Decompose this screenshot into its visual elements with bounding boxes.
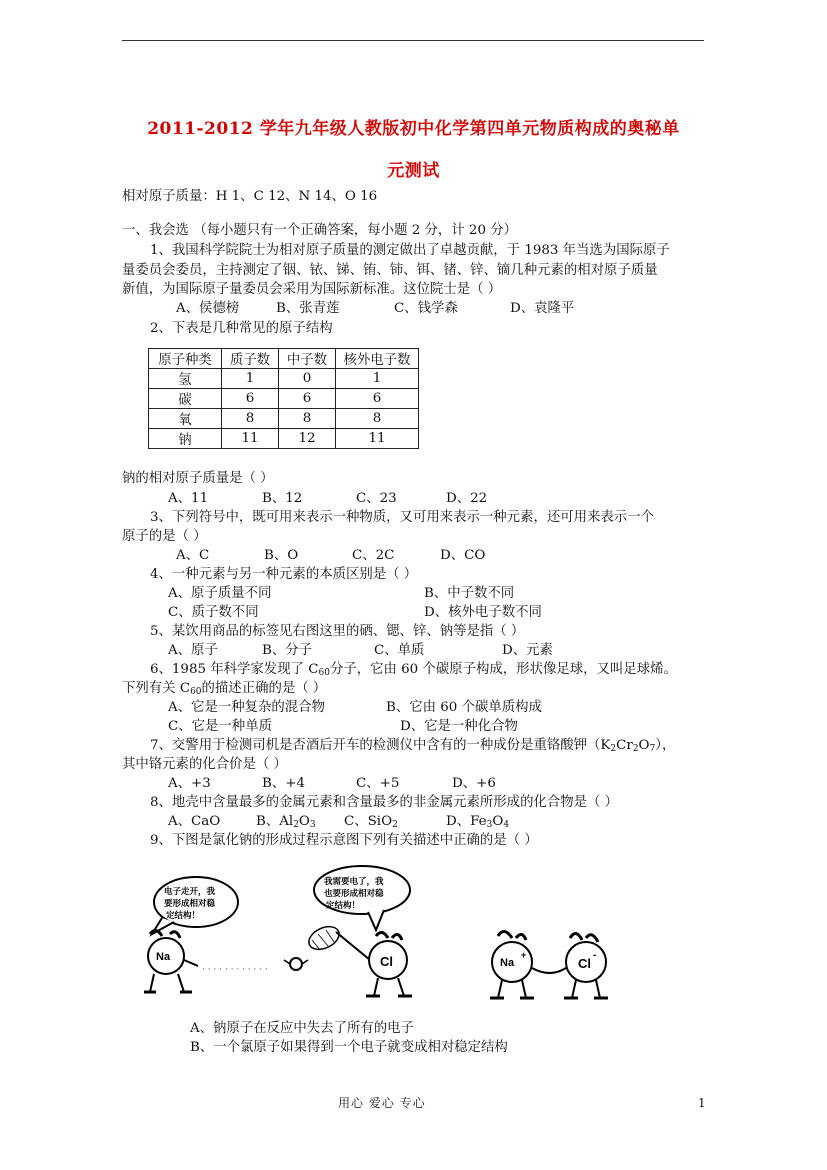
atom-structure-table	[148, 348, 419, 449]
butterfly-net	[305, 922, 370, 960]
electron-trail	[202, 965, 268, 975]
table-cell: 6	[222, 389, 279, 409]
q2-option-a: A、11	[168, 491, 209, 506]
q7-option-a: A、+3	[168, 776, 211, 791]
q8-option-d: D、$Fe_3O_4$	[446, 814, 510, 830]
table-header: 核外电子数	[336, 349, 419, 369]
q1-line-1: 1、我国科学院院士为相对原子质量的测定做出了卓越贡献，于 1983 年当选为国际原子	[150, 243, 670, 258]
q2-option-b: B、12	[262, 491, 303, 506]
q7-option-d: D、+6	[452, 776, 496, 791]
q5-option-d: D、元素	[502, 643, 553, 658]
table-cell: 钠	[149, 429, 222, 449]
right-speech-bubble	[314, 866, 410, 930]
right-bubble-line: 我需要电了，我	[324, 877, 384, 887]
q3-line-1: 3、下列符号中，既可用来表示一种物质，又可用来表示一种元素，还可用来表示一个	[150, 510, 654, 525]
q2-stem: 2、下表是几种常见的原子结构	[150, 321, 333, 336]
q3-line-2: 原子的是（ ）	[122, 529, 207, 544]
table-row	[149, 369, 419, 389]
table-row	[149, 409, 419, 429]
q2-after: 钠的相对原子质量是（ ）	[122, 471, 274, 486]
table-header: 中子数	[279, 349, 336, 369]
page-number: 1	[698, 1096, 706, 1110]
section-heading: 一、我会选 （每小题只有一个正确答案，每小题 2 分，计 20 分）	[122, 223, 517, 238]
cl-ion-symbol: Cl	[578, 956, 591, 971]
title-line-2: 元测试	[387, 161, 440, 181]
q8-option-a: A、CaO	[168, 814, 221, 829]
table-cell: 6	[279, 389, 336, 409]
q6-line-1: 6、1985 年科学家发现了 $C_{60}$分子，它由 60 个碳原子构成，形状像足球，又叫足球烯。	[150, 662, 677, 678]
q3-option-a: A、C	[176, 548, 210, 563]
q1-line-2: 量委员会委员，主持测定了铟、铱、锑、铕、铈、铒、锗、锌、镝几种元素的相对原子质量	[122, 263, 658, 278]
q2-option-c: C、23	[356, 491, 397, 506]
title-line-1: 2011-2012 学年九年级人教版初中化学第四单元物质构成的奥秘单	[147, 119, 680, 139]
q2-option-d: D、22	[446, 491, 488, 506]
q6-option-b: B、它由 60 个碳单质构成	[386, 700, 542, 715]
table-cell: 氢	[149, 369, 222, 389]
q6-option-c: C、它是一种单质	[168, 719, 272, 734]
q8-stem: 8、地壳中含量最多的金属元素和含量最多的非金属元素所形成的化合物是（ ）	[150, 795, 619, 810]
q7-option-c: C、+5	[356, 776, 400, 791]
q1-option-c: C、钱学森	[394, 301, 458, 316]
table-header: 质子数	[222, 349, 279, 369]
q9-stem: 9、下图是氯化钠的形成过程示意图下列有关描述中正确的是（ ）	[150, 833, 538, 848]
q3-option-c: C、2C	[352, 548, 395, 563]
q3-option-d: D、CO	[440, 548, 486, 563]
q6-option-a: A、它是一种复杂的混合物	[168, 700, 325, 715]
header-rule	[122, 40, 704, 41]
left-bubble-line: 电子走开，我	[164, 887, 216, 897]
q4-option-a: A、原子质量不同	[168, 586, 272, 601]
table-cell: 8	[279, 409, 336, 429]
q7-line-1: 7、交警用于检测司机是否酒后开车的检测仪中含有的一种成份是重铬酸钾$(K_2Cr_2O_7)$，	[150, 738, 676, 754]
table-cell: 0	[279, 369, 336, 389]
q8-option-c: C、SiO$_2$	[344, 814, 398, 830]
na-ion-charge: +	[521, 950, 527, 960]
q7-line-2: 其中铬元素的化合价是（ ）	[122, 757, 287, 772]
table-cell: 8	[336, 409, 419, 429]
q5-option-b: B、分子	[262, 643, 313, 658]
table-header-row	[149, 349, 419, 369]
q1-option-b: B、张青莲	[276, 301, 340, 316]
table-cell: 1	[336, 369, 419, 389]
holding-hands	[532, 968, 566, 973]
na-ion-symbol: Na	[500, 957, 515, 969]
table-row	[149, 389, 419, 409]
q4-option-c: C、质子数不同	[168, 605, 259, 620]
cl-ion-charge: -	[593, 950, 597, 961]
q5-option-a: A、原子	[168, 643, 218, 658]
q4-option-d: D、核外电子数不同	[424, 605, 542, 620]
table-cell: 碳	[149, 389, 222, 409]
q1-option-a: A、侯德榜	[176, 301, 240, 316]
table-cell: 11	[336, 429, 419, 449]
na-ion-character	[490, 931, 534, 998]
q8-option-b: B、$Al_2O_3$	[256, 814, 316, 830]
q4-option-b: B、中子数不同	[424, 586, 515, 601]
q9-option-a: A、钠原子在反应中失去了所有的电子	[190, 1021, 414, 1036]
na-symbol: Na	[156, 951, 171, 963]
left-bubble-line: 定结构！	[166, 911, 201, 921]
cl-symbol: Cl	[380, 954, 393, 969]
table-cell: 11	[222, 429, 279, 449]
left-speech-bubble	[152, 877, 238, 934]
right-bubble-line: 也要形成相对稳	[324, 889, 384, 899]
q6-option-d: D、它是一种化合物	[400, 719, 518, 734]
page-footer: 用心 爱心 专心	[338, 1096, 426, 1110]
q4-stem: 4、一种元素与另一种元素的本质区别是（ ）	[150, 567, 418, 582]
svg-text:· · · · · · · · · · · ·: · · · · · · · · · · · ·	[202, 965, 268, 975]
table-header: 原子种类	[149, 349, 222, 369]
nacl-formation-figure	[140, 860, 660, 1010]
table-cell: 6	[336, 389, 419, 409]
q5-option-c: C、单质	[374, 643, 425, 658]
table-cell: 氧	[149, 409, 222, 429]
right-bubble-line: 定结构！	[326, 901, 361, 911]
q7-option-b: B、+4	[262, 776, 305, 791]
q5-stem: 5、某饮用商品的标签见右图这里的硒、锶、锌、钠等是指（ ）	[150, 624, 525, 639]
electron-character	[284, 958, 308, 970]
q9-option-b: B、一个氯原子如果得到一个电子就变成相对稳定结构	[190, 1040, 508, 1055]
q1-line-3: 新值，为国际原子量委员会采用为国际新标准。这位院士是（ ）	[122, 282, 502, 297]
table-cell: 1	[222, 369, 279, 389]
na-atom-character	[144, 930, 198, 992]
table-cell: 8	[222, 409, 279, 429]
table-cell: 12	[279, 429, 336, 449]
q1-option-d: D、袁隆平	[510, 301, 575, 316]
cl-atom-character	[366, 932, 412, 996]
cl-ion-character	[564, 933, 608, 998]
left-bubble-line: 要形成相对稳	[164, 899, 216, 909]
atomic-masses: 相对原子质量：H 1、C 12、N 14、O 16	[122, 189, 378, 204]
q3-option-b: B、O	[264, 548, 299, 563]
table-row	[149, 429, 419, 449]
q6-line-2: 下列有关 $C_{60}$的描述正确的是（ ）	[122, 681, 327, 697]
